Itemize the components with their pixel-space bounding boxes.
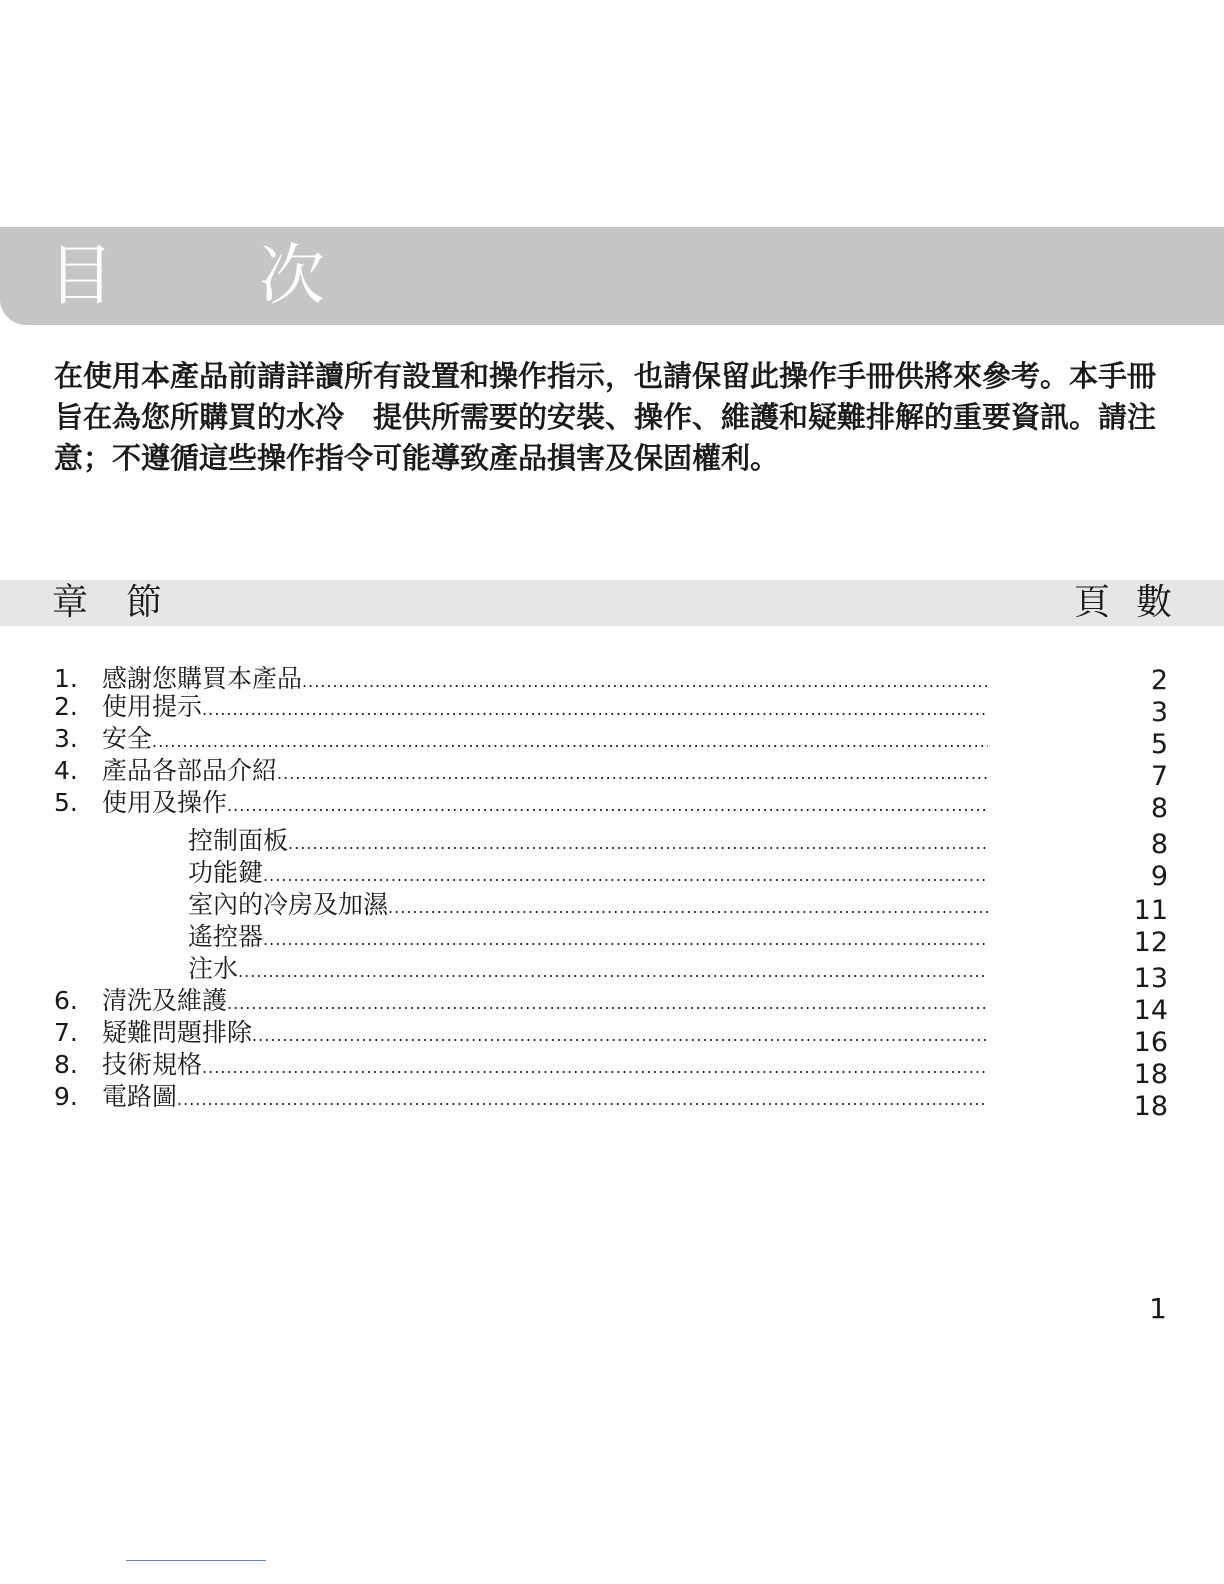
toc-entry-number: 2. [54, 692, 78, 721]
toc-header-pages: 頁數 [1073, 582, 1198, 623]
toc-entry-page: 9 [1150, 861, 1168, 892]
toc-leader [388, 893, 988, 923]
toc-entry-label: 使用提示 [102, 692, 203, 721]
toc-entry-label: 產品各部品介紹 [102, 756, 278, 785]
toc-subentry-cooling[interactable] [0, 890, 1224, 926]
toc-entry-page: 7 [1150, 761, 1168, 792]
intro-paragraph: 在使用本產品前請詳讀所有設置和操作指示，也請保留此操作手冊供將來參考。本手冊旨在為您所購買的水冷 提供所需要的安裝、操作、維護和疑難排解的重要資訊。請注意；不遵循這些操作指令可能導致產品損害及保固權利。 [54, 359, 1157, 475]
toc-leader [277, 759, 988, 789]
toc-entry-5[interactable] [0, 788, 1224, 824]
toc-entry-number: 3. [54, 724, 78, 753]
toc-subentry-water[interactable] [0, 954, 1224, 994]
toc-entry-page: 8 [1150, 793, 1168, 824]
toc-entry-page: 5 [1150, 729, 1168, 760]
toc-entry-label: 功能鍵 [188, 858, 264, 887]
toc-entry-label: 安全 [102, 724, 153, 753]
toc-entry-6[interactable] [0, 986, 1224, 1026]
toc-leader [238, 957, 988, 987]
toc-entry-9[interactable] [0, 1082, 1224, 1122]
toc-entry-number: 7. [54, 1018, 78, 1047]
toc-entry-number: 5. [54, 788, 78, 817]
toc-entry-number: 8. [54, 1050, 78, 1079]
toc-entry-page: 13 [1133, 963, 1168, 994]
toc-entry-label: 感謝您購買本產品 [102, 664, 303, 693]
toc-subentry-remote[interactable] [0, 922, 1224, 958]
footer-divider [126, 1560, 266, 1561]
toc-leader [263, 861, 988, 891]
toc-entry-label: 電路圖 [102, 1082, 178, 1111]
toc-entry-label: 使用及操作 [102, 788, 228, 817]
toc-subentry-control-panel[interactable] [0, 826, 1224, 860]
toc-entry-page: 18 [1133, 1059, 1168, 1090]
title-band [0, 227, 1224, 325]
toc-leader [252, 1021, 988, 1051]
toc-leader [227, 989, 988, 1019]
toc-entry-8[interactable] [0, 1050, 1224, 1090]
toc-subentry-function-keys[interactable] [0, 858, 1224, 892]
toc-entry-label: 技術規格 [102, 1050, 203, 1079]
toc-entry-4[interactable] [0, 756, 1224, 792]
toc-leader [152, 727, 988, 757]
page-title: 目 次 [48, 237, 387, 314]
toc-entry-page: 2 [1150, 665, 1168, 696]
toc-entry-label: 清洗及維護 [102, 986, 228, 1015]
toc-entry-page: 18 [1133, 1091, 1168, 1122]
toc-entry-7[interactable] [0, 1018, 1224, 1058]
toc-entry-page: 11 [1133, 895, 1168, 926]
toc-entry-number: 6. [54, 986, 78, 1015]
toc-entry-page: 16 [1133, 1027, 1168, 1058]
toc-entry-number: 9. [54, 1082, 78, 1111]
page-number: 1 [1149, 1292, 1167, 1325]
toc-header-chapter: 章節 [52, 582, 201, 623]
toc-leader [227, 791, 988, 821]
toc-leader [288, 829, 988, 859]
toc-header [0, 580, 1224, 626]
toc-leader [263, 925, 988, 955]
toc-entry-number: 4. [54, 756, 78, 785]
toc-entry-page: 12 [1133, 927, 1168, 958]
toc-entry-label: 室內的冷房及加濕 [188, 890, 389, 919]
toc-entry-label: 控制面板 [188, 826, 289, 855]
toc-entry-page: 3 [1150, 697, 1168, 728]
toc-entry-label: 遙控器 [188, 922, 264, 951]
toc-entry-number: 1. [54, 664, 78, 693]
toc-entry-page: 14 [1133, 995, 1168, 1026]
toc-entry-2[interactable] [0, 692, 1224, 728]
toc-entry-label: 注水 [188, 954, 239, 983]
toc-leader [177, 1085, 988, 1115]
toc-entry-1[interactable] [0, 664, 1224, 694]
toc-leader [202, 1053, 988, 1083]
toc-entry-3[interactable] [0, 724, 1224, 760]
table-of-contents [0, 664, 1224, 1134]
toc-entry-page: 8 [1150, 829, 1168, 860]
toc-entry-label: 疑難問題排除 [102, 1018, 253, 1047]
toc-leader [202, 695, 988, 725]
